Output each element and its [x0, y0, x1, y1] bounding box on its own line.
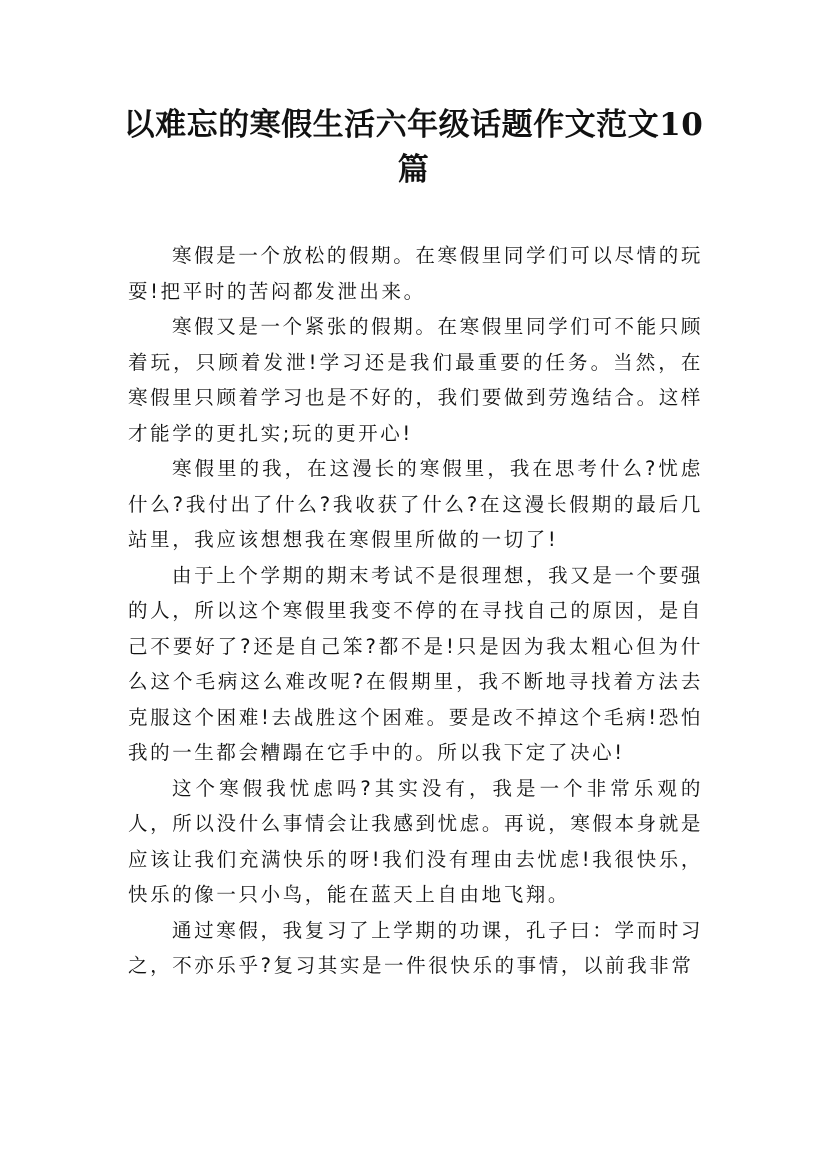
paragraph: 寒假是一个放松的假期。在寒假里同学们可以尽情的玩耍!把平时的苦闷都发泄出来。: [128, 244, 703, 303]
document-body: [128, 238, 703, 984]
paragraph: 由于上个学期的期末考试不是很理想，我又是一个要强的人，所以这个寒假里我变不停的在寻找自己的原因，是自己不要好了?还是自己笨?都不是!只是因为我太粗心但为什么这个毛病这么难改呢?在假期里，我不断地寻找着方法去克服这个困难!去战胜这个困难。要是改不掉这个毛病!恐怕我的一生都会糟蹋在它手中的。所以我下定了决心!: [128, 563, 703, 764]
paragraph: 寒假又是一个紧张的假期。在寒假里同学们可不能只顾着玩，只顾着发泄!学习还是我们最重要的任务。当然，在寒假里只顾着学习也是不好的，我们要做到劳逸结合。这样才能学的更扎实;玩的更开心!: [128, 315, 703, 445]
paragraph: 通过寒假，我复习了上学期的功课，孔子曰：学而时习之，不亦乐乎?复习其实是一件很快乐的事情，以前我非常: [128, 918, 703, 977]
paragraph: 寒假里的我，在这漫长的寒假里，我在思考什么?忧虑什么?我付出了什么?我收获了什么?在这漫长假期的最后几站里，我应该想想我在寒假里所做的一切了!: [128, 457, 703, 551]
document-title: 以难忘的寒假生活六年级话题作文范文10篇: [123, 107, 704, 188]
paragraph: 这个寒假我忧虑吗?其实没有，我是一个非常乐观的人，所以没什么事情会让我感到忧虑。再说，寒假本身就是应该让我们充满快乐的呀!我们没有理由去忧虑!我很快乐，快乐的像一只小鸟，能在蓝天上自由地飞翔。: [128, 776, 703, 906]
